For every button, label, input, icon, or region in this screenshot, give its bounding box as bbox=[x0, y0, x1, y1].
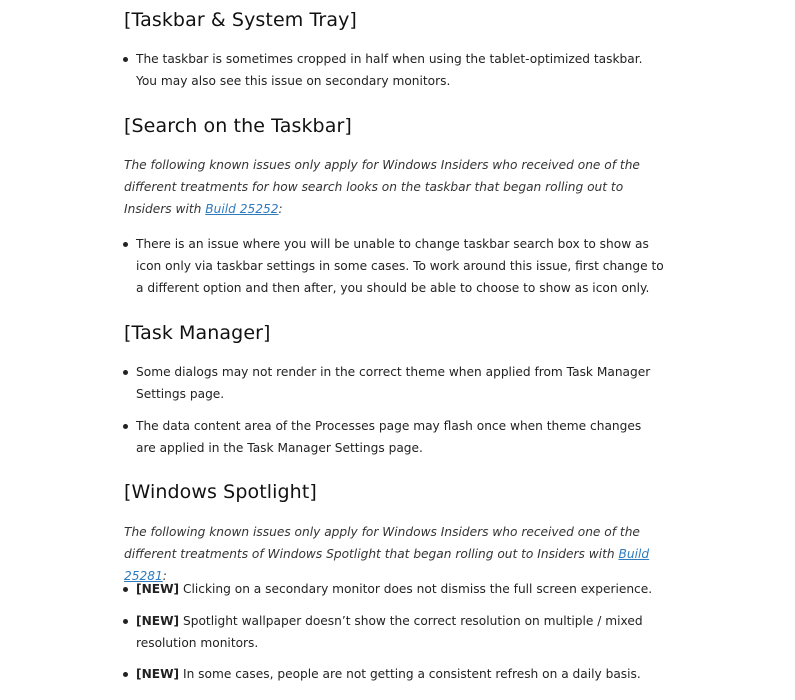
list-item: The taskbar is sometimes cropped in half when using the tablet-optimized taskbar. You may also see this issue on secondary monitors. bbox=[124, 48, 664, 92]
issue-list-task-manager-2 bbox=[124, 415, 664, 459]
heading-taskbar-system-tray: [Taskbar & System Tray] bbox=[124, 9, 357, 31]
heading-search-on-taskbar: [Search on the Taskbar] bbox=[124, 115, 352, 137]
list-item-text: Spotlight wallpaper doesn’t show the correct resolution on multiple / mixed resolution monitors. bbox=[136, 614, 643, 650]
new-tag: [NEW] bbox=[136, 667, 180, 681]
list-item bbox=[124, 610, 664, 654]
issue-list-task-manager bbox=[124, 361, 664, 405]
list-item: There is an issue where you will be unable to change taskbar search box to show as icon only via taskbar settings in some cases. To work around this issue, first change to a different option and then after, you should be able to choose to show as icon only. bbox=[124, 233, 664, 299]
intro-text: The following known issues only apply for Windows Insiders who received one of the different treatments of Windows Spotlight that began rolling out to Insiders with bbox=[124, 525, 640, 561]
new-tag: [NEW] bbox=[136, 582, 180, 596]
build-25252-link[interactable]: Build 25252 bbox=[205, 202, 279, 216]
intro-suffix: : bbox=[278, 202, 283, 216]
intro-text: The following known issues only apply for Windows Insiders who received one of the different treatments for how search looks on the taskbar that began rolling out to Insiders with bbox=[124, 158, 640, 216]
issue-list-search bbox=[124, 233, 664, 299]
list-item: The data content area of the Processes page may flash once when theme changes are applied in the Task Manager Settings page. bbox=[124, 415, 664, 459]
issue-list-spotlight-2 bbox=[124, 610, 664, 654]
heading-task-manager: [Task Manager] bbox=[124, 322, 271, 344]
intro-suffix: : bbox=[162, 569, 167, 583]
new-tag: [NEW] bbox=[136, 614, 180, 628]
list-item-text: Clicking on a secondary monitor does not dismiss the full screen experience. bbox=[179, 582, 653, 596]
issue-list-spotlight-1 bbox=[124, 578, 664, 600]
list-item-text: In some cases, people are not getting a consistent refresh on a daily basis. bbox=[179, 667, 641, 681]
list-item bbox=[124, 578, 664, 600]
list-item bbox=[124, 663, 664, 685]
build-25281-link[interactable]: Build 25281 bbox=[124, 547, 650, 583]
heading-windows-spotlight: [Windows Spotlight] bbox=[124, 481, 317, 503]
list-item: Some dialogs may not render in the correct theme when applied from Task Manager Settings page. bbox=[124, 361, 664, 405]
issue-list-spotlight-3 bbox=[124, 663, 664, 685]
issue-list-taskbar bbox=[124, 48, 664, 92]
intro-search bbox=[124, 154, 669, 220]
